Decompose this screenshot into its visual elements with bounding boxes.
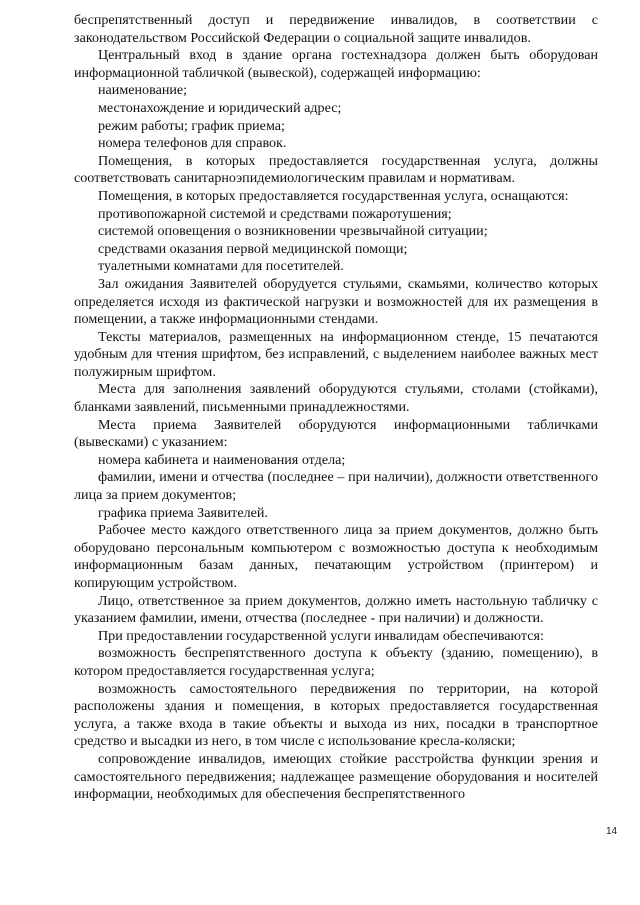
paragraph: возможность беспрепятственного доступа к объекту (зданию, помещению), в котором предоставляется государственная услуга;: [74, 645, 598, 679]
paragraph: возможность самостоятельного передвижения по территории, на которой расположены здания и помещения, в которых предоставляется государственная услуга, а также входа в такие объекты и выхода из них, посадки в транспортное средство и высадки из него, в том числе с использование кресла-коляски;: [74, 680, 598, 750]
paragraph: Тексты материалов, размещенных на информационном стенде, 15 печатаются удобным для чтения шрифтом, без исправлений, с выделением наиболее важных мест полужирным шрифтом.: [74, 328, 598, 380]
paragraph: номера телефонов для справок.: [98, 135, 287, 152]
paragraph: Места для заполнения заявлений оборудуются стульями, столами (стойками), бланками заявлений, письменными принадлежностями.: [74, 381, 598, 416]
paragraph: средствами оказания первой медицинской помощи;: [98, 240, 408, 257]
paragraph: Лицо, ответственное за прием документов, должно иметь настольную табличку с указанием фамилии, имени, отчества (последнее - при наличии) и должности.: [74, 592, 598, 627]
paragraph: При предоставлении государственной услуги инвалидам обеспечиваются:: [98, 627, 544, 644]
paragraph: Центральный вход в здание органа гостехнадзора должен быть оборудован информационной табличкой (вывеской), содержащей информацию:: [74, 47, 598, 81]
paragraph: беспрепятственный доступ и передвижение инвалидов, в соответствии с законодательством Российской Федерации о социальной защите инвалидов.: [74, 12, 598, 46]
document-body: [74, 12, 598, 804]
paragraph: системой оповещения о возникновении чрезвычайной ситуации;: [98, 223, 488, 240]
paragraph: Зал ожидания Заявителей оборудуется стульями, скамьями, количество которых определяется исходя из фактической нагрузки и возможностей для их размещения в помещении, а также информационными стендами.: [74, 275, 598, 328]
paragraph: номера кабинета и наименования отдела;: [98, 451, 346, 468]
paragraph: Рабочее место каждого ответственного лица за прием документов, должно быть оборудовано персональным компьютером с возможностью доступа к необходимым информационным базам данных, печатающим устройством (принтером) и копирующим устройством.: [74, 522, 598, 591]
paragraph: режим работы; график приема;: [98, 117, 285, 134]
paragraph: наименование;: [98, 82, 188, 99]
paragraph: Помещения, в которых предоставляется государственная услуга, оснащаются:: [98, 187, 569, 204]
paragraph: Места приема Заявителей оборудуются информационными табличками (вывесками) с указанием:: [74, 416, 598, 451]
paragraph: противопожарной системой и средствами пожаротушения;: [98, 205, 452, 222]
paragraph: Помещения, в которых предоставляется государственная услуга, должны соответствовать санитарноэпидемиологическим правилам и нормативам.: [74, 152, 598, 187]
paragraph: графика приема Заявителей.: [98, 504, 268, 521]
paragraph: сопровождение инвалидов, имеющих стойкие расстройства функции зрения и самостоятельного передвижения; надлежащее размещение оборудования и носителей информации, необходимых для обеспечения беспрепятственного: [74, 750, 598, 803]
paragraph: фамилии, имени и отчества (последнее – при наличии), должности ответственного лица за прием документов;: [74, 469, 598, 504]
paragraph: туалетными комнатами для посетителей.: [98, 258, 344, 275]
page-number: 14: [606, 826, 618, 837]
paragraph: местонахождение и юридический адрес;: [98, 99, 342, 116]
